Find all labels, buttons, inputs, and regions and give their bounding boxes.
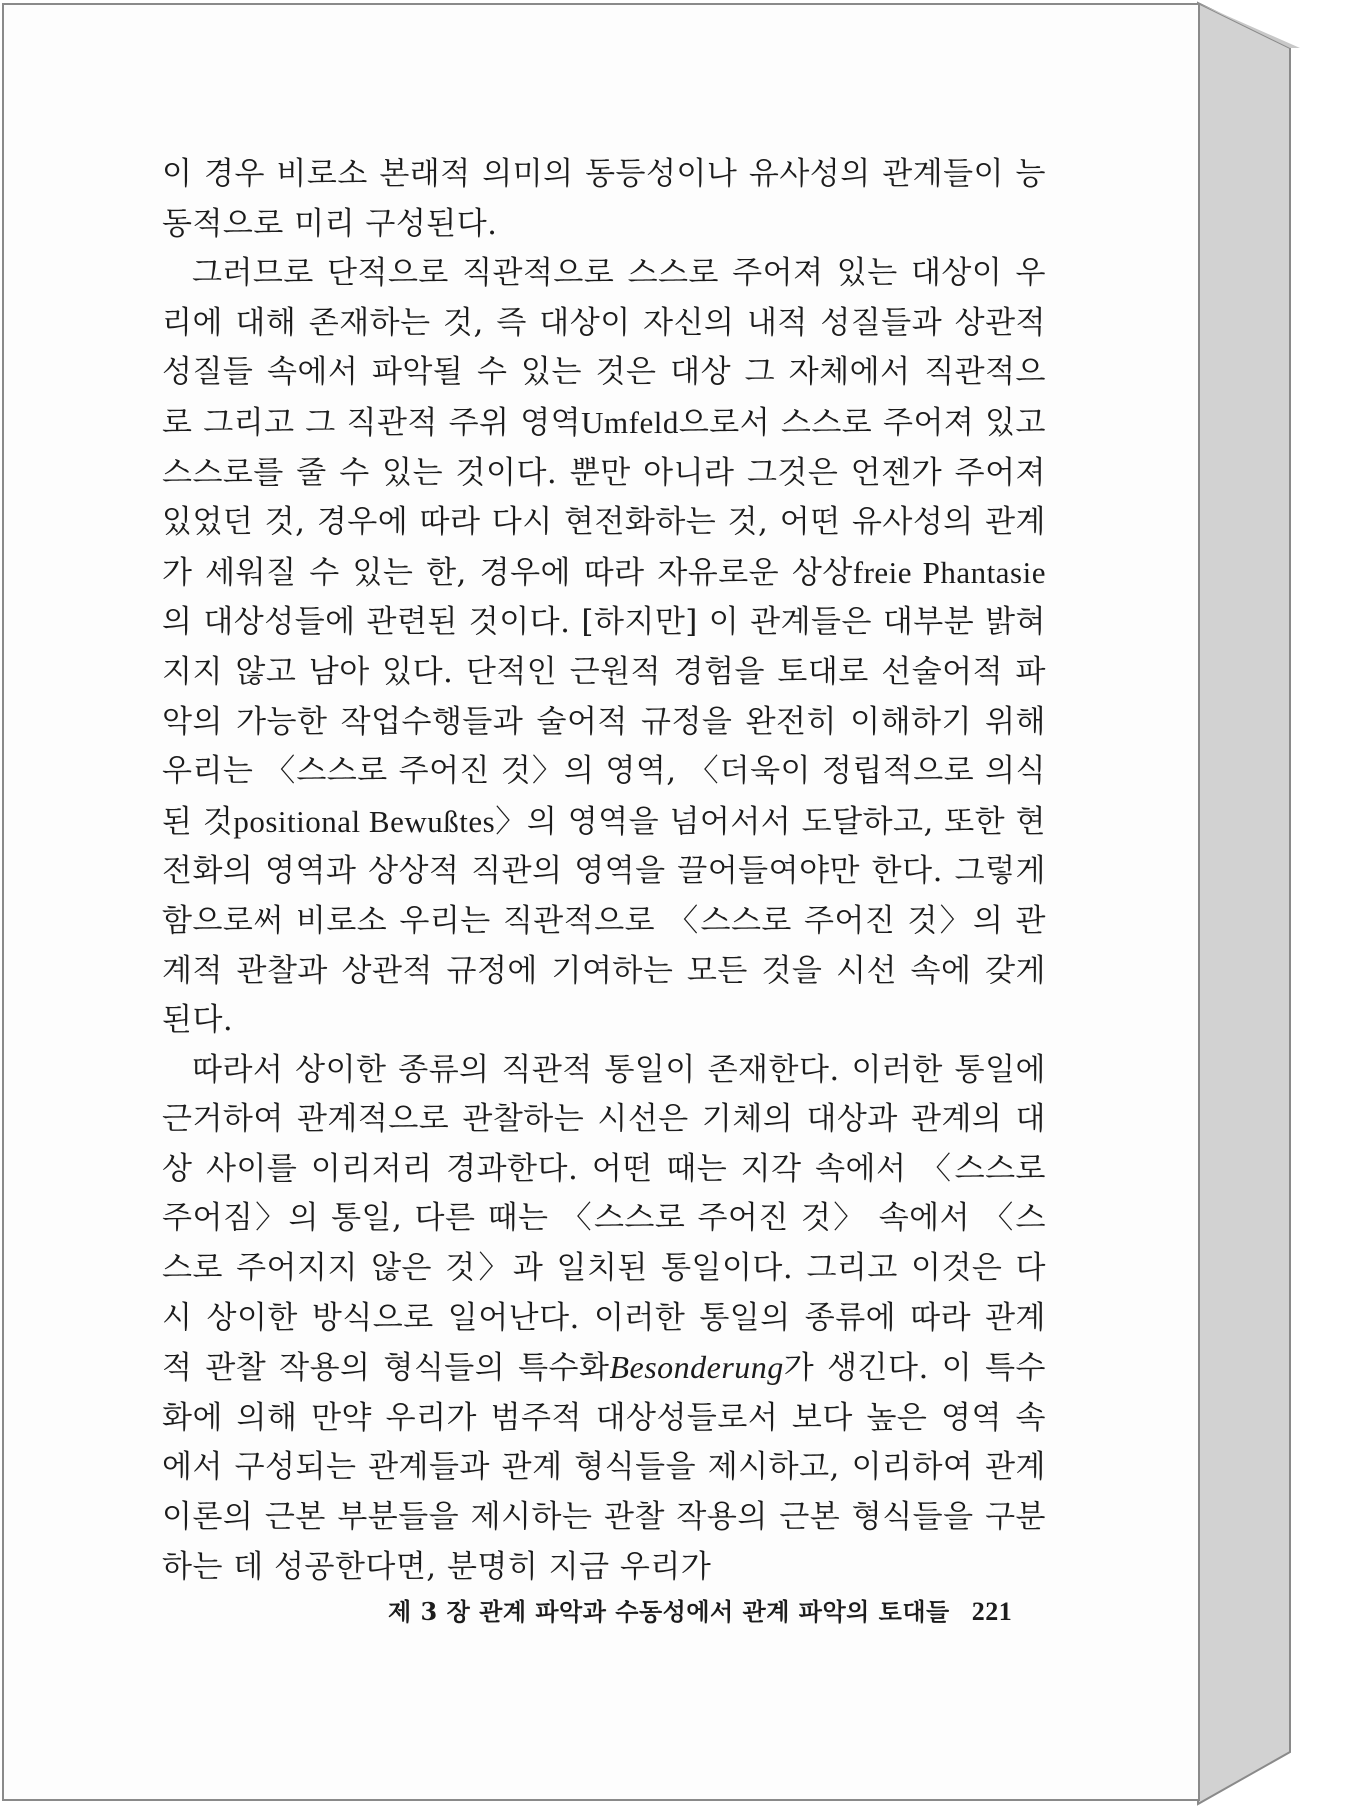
paragraph-3-part-1: 따라서 상이한 종류의 직관적 통일이 존재한다. 이러한 통일에 근거하여 관계적으로 관찰하는 시선은 기체의 대상과 관계의 대상 사이를 이리저리 경과한다. 어떤 때는 지각 속에서 〈스스로 주어짐〉의 통일, 다른 때는 〈스스로 주어진 것〉 속에서 〈스스로 주어지지 않은 것〉과 일치된 통일이다. 그리고 이것은 다시 상이한 방식으로 일어난다. 이러한 통일의 종류에 따라 관계적 관찰 작용의 형식들의 특수화: [162, 1051, 1046, 1387]
paragraph-2-part-3: 의 대상성들에 관련된 것이다. [하지만] 이 관계들은 대부분 밝혀지지 않고 남아 있다. 단적인 근원적 경험을 토대로 선술어적 파악의 가능한 작업수행들과 술어적 규정을 완전히 이해하기 위해 우리는 〈스스로 주어진 것〉의 영역, 〈더욱이 정립적으로 의식된 것: [162, 604, 1046, 840]
page-number: 221: [971, 1597, 1013, 1626]
paragraph-2-term-umfeld: Umfeld: [581, 404, 679, 440]
paragraph-2-term-freie-phantasie: freie Phantasie: [852, 554, 1046, 590]
chapter-title: 제 3 장 관계 파악과 수동성에서 관계 파악의 토대들: [388, 1597, 950, 1626]
paragraph-2-part-2: 으로서 스스로 주어져 있고 스스로를 줄 수 있는 것이다. 뿐만 아니라 그것은 언젠가 주어져 있었던 것, 경우에 따라 다시 현전화하는 것, 어떤 유사성의 관계가 세워질 수 있는 한, 경우에 따라 자유로운 상상: [162, 404, 1046, 591]
paragraph-3: [162, 1046, 1046, 1593]
running-footer: [388, 1592, 1028, 1627]
paragraph-2-part-4: 〉의 영역을 넘어서서 도달하고, 또한 현전화의 영역과 상상적 직관의 영역을 끌어들여야만 한다. 그렇게 함으로써 비로소 우리는 직관적으로 〈스스로 주어진 것〉의 관계적 관찰과 상관적 규정에 기여하는 모든 것을 시선 속에 갖게 된다.: [162, 803, 1046, 1039]
body-text: [162, 150, 1046, 1592]
paragraph-3-term-besonderung: Besonderung: [609, 1349, 784, 1386]
paragraph-2-part-1: 그러므로 단적으로 직관적으로 스스로 주어져 있는 대상이 우리에 대해 존재하는 것, 즉 대상이 자신의 내적 성질들과 상관적 성질들 속에서 파악될 수 있는 것은 대상 그 자체에서 직관적으로 그리고 그 직관적 주위 영역: [162, 255, 1046, 441]
paragraph-2-term-positional: positional Bewußtes: [233, 803, 496, 839]
paragraph-2: [162, 249, 1046, 1046]
paragraph-1: 이 경우 비로소 본래적 의미의 동등성이나 유사성의 관계들이 능동적으로 미리 구성된다.: [162, 156, 1046, 242]
paragraph-3-part-2: 가 생긴다. 이 특수화에 의해 만약 우리가 범주적 대상성들로서 보다 높은 영역 속에서 구성되는 관계들과 관계 형식들을 제시하고, 이리하여 관계 이론의 근본 부분들을 제시하는 관찰 작용의 근본 형식들을 구분하는 데 성공한다면, 분명히 지금 우리가: [162, 1350, 1046, 1585]
